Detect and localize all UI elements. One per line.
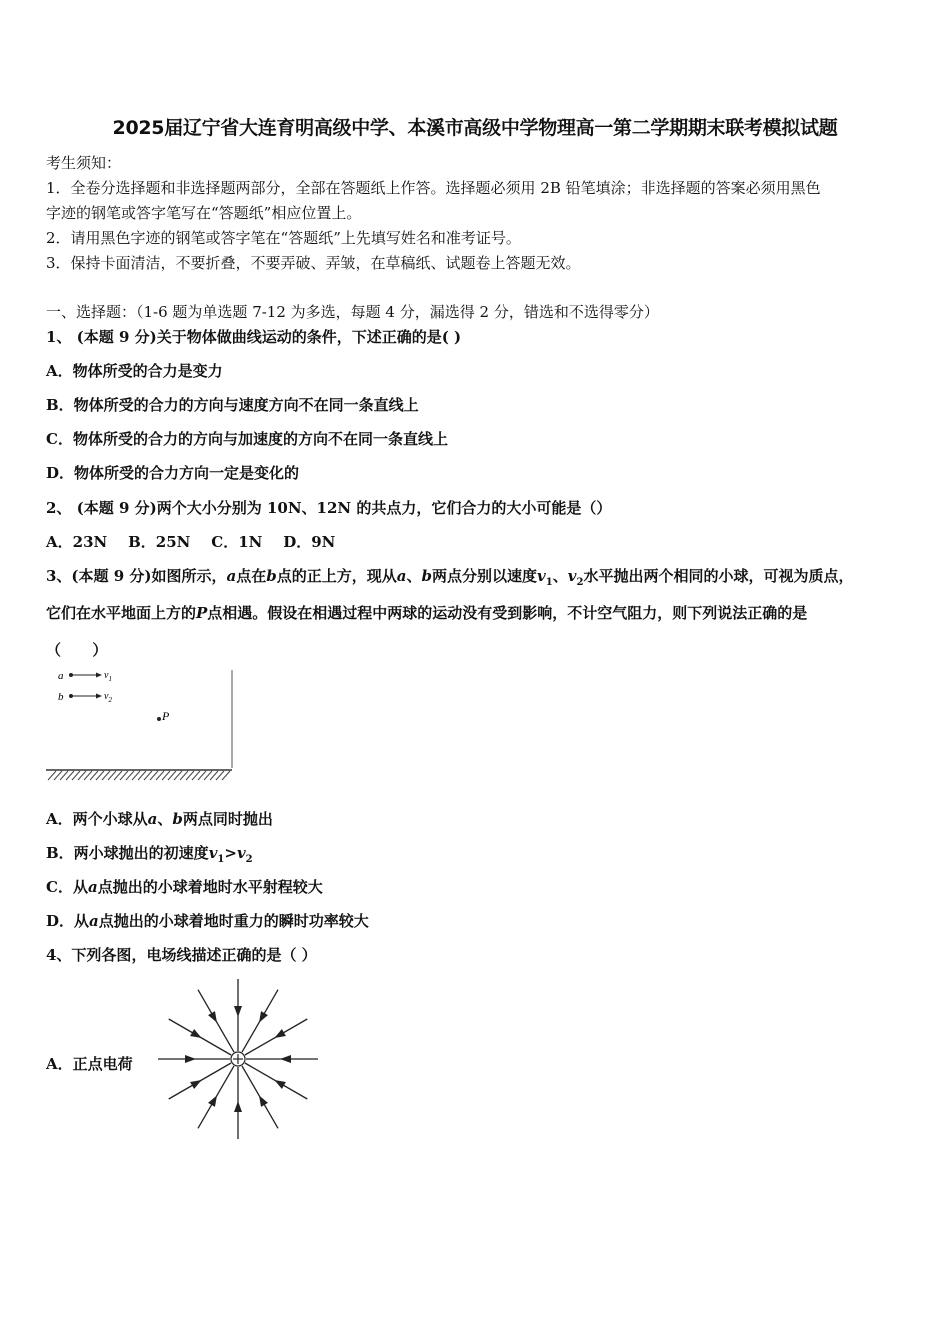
- q3-option-c: C．从a点抛出的小球着地时水平射程较大: [46, 878, 323, 896]
- q3-option-a: A．两个小球从a、b两点同时抛出: [46, 810, 273, 828]
- field-arrowhead: [208, 1011, 217, 1023]
- point-p: [157, 717, 161, 721]
- field-arrowhead: [280, 1055, 291, 1063]
- field-arrowhead: [190, 1080, 202, 1089]
- q4-stem: 4、下列各图，电场线描述正确的是（ ）: [46, 946, 317, 964]
- notice-item-2: 2．请用黑色字迹的钢笔或答字笔在“答题纸”上先填写姓名和准考证号。: [46, 229, 521, 247]
- fig-label-v1: $v_1$: [104, 670, 112, 683]
- q4-field-diagram: [156, 977, 322, 1143]
- arrowhead-v1: [96, 673, 102, 678]
- q1-option-d: D．物体所受的合力方向一定是变化的: [46, 464, 300, 482]
- q3-option-b: B．两小球抛出的初速度$v_1>v_2$: [46, 844, 253, 865]
- exam-title: 2025届辽宁省大连育明高级中学、本溪市高级中学物理高一第二学期期末联考模拟试题: [112, 117, 838, 139]
- point-b: [69, 694, 73, 698]
- q3-figure: [44, 668, 236, 786]
- field-arrowhead: [259, 1011, 268, 1023]
- section-heading: 一、选择题：（1-6 题为单选题 7-12 为多选，每题 4 分，漏选得 2 分，错选和不选得零分）: [46, 303, 659, 321]
- notice-item-3: 3．保持卡面清洁，不要折叠，不要弄破、弄皱，在草稿纸、试题卷上答题无效。: [46, 254, 581, 272]
- field-arrowhead: [259, 1095, 268, 1107]
- q1-option-a: A．物体所受的合力是变力: [46, 362, 223, 380]
- q2-stem: 2、 (本题 9 分)两个大小分别为 10N、12N 的共点力，它们合力的大小可能是（）: [46, 499, 612, 517]
- notice-item-1-cont: 字迹的钢笔或答字笔写在“答题纸”相应位置上。: [46, 204, 362, 222]
- q3-stem-line2: 它们在水平地面上方的P点相遇。假设在相遇过程中两球的运动没有受到影响，不计空气阻力，则下列说法正确的是: [46, 604, 808, 622]
- fig-label-a: a: [58, 670, 64, 682]
- field-arrowhead: [234, 1101, 242, 1112]
- fig-label-b: b: [58, 691, 64, 703]
- q1-option-c: C．物体所受的合力的方向与加速度的方向不在同一条直线上: [46, 430, 448, 448]
- q1-option-b: B．物体所受的合力的方向与速度方向不在同一条直线上: [46, 396, 419, 414]
- q3-option-d: D．从a点抛出的小球着地时重力的瞬时功率较大: [46, 912, 369, 930]
- notice-item-1: 1．全卷分选择题和非选择题两部分，全部在答题纸上作答。选择题必须用 2B 铅笔填涂；非选择题的答案必须用黑色: [46, 179, 821, 197]
- arrowhead-v2: [96, 694, 102, 699]
- field-arrowhead: [274, 1029, 286, 1038]
- q4-option-a-label: A．正点电荷: [46, 1055, 133, 1073]
- q3-stem-line1: 3、(本题 9 分)如图所示，a点在b点的正上方，现从a、b两点分别以速度$v_1$、$v_2$水平抛出两个相同的小球，可视为质点，: [46, 567, 854, 588]
- point-a: [69, 673, 73, 677]
- field-arrowhead: [185, 1055, 196, 1063]
- field-arrowhead: [208, 1095, 217, 1107]
- field-arrowhead: [190, 1029, 202, 1038]
- q1-stem: 1、 (本题 9 分)关于物体做曲线运动的条件，下述正确的是( ): [46, 328, 462, 346]
- fig-label-p: P: [162, 709, 170, 723]
- field-arrowhead: [234, 1006, 242, 1017]
- notice-heading: 考生须知：: [46, 154, 122, 172]
- q2-options: A．23N B．25N C．1N D．9N: [46, 533, 336, 551]
- field-arrowhead: [274, 1080, 286, 1089]
- ground-hatching: [48, 771, 230, 780]
- fig-label-v2: $v_2$: [104, 691, 112, 704]
- q3-stem-line3: （ ）: [46, 641, 108, 659]
